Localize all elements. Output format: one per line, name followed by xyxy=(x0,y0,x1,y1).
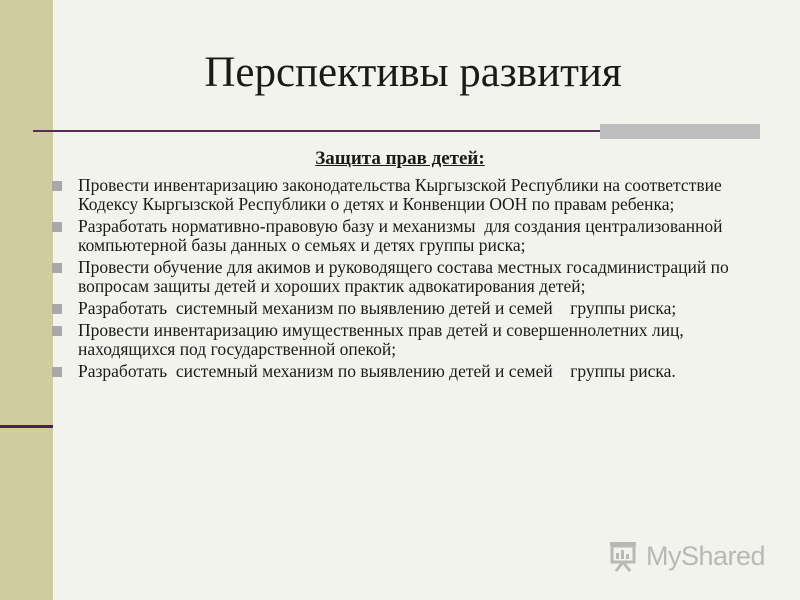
slide-subtitle: Защита прав детей: xyxy=(315,148,485,169)
left-bar-accent-line xyxy=(0,425,53,428)
bullet-text: Разработать системный механизм по выявлению детей и семей группы риска. xyxy=(78,361,676,381)
square-bullet-icon xyxy=(52,222,62,232)
bullet-item xyxy=(50,321,750,359)
bullet-list xyxy=(50,176,750,384)
square-bullet-icon xyxy=(52,263,62,273)
bullet-text: Провести инвентаризацию законодательства Кыргызской Республики на соответствие Кодексу Кыргызской Республики о детях и Конвенции ООН по правам ребенка; xyxy=(78,175,727,214)
bullet-item xyxy=(50,362,750,381)
bullet-text: Провести инвентаризацию имущественных прав детей и совершеннолетних лиц, находящихся под государственной опекой; xyxy=(78,320,689,359)
myshared-logo[interactable] xyxy=(606,536,765,576)
square-bullet-icon xyxy=(52,326,62,336)
square-bullet-icon xyxy=(52,304,62,314)
square-bullet-icon xyxy=(52,181,62,191)
presentation-board-icon xyxy=(606,539,640,573)
bullet-text: Провести обучение для акимов и руководящего состава местных госадминистраций по вопросам защиты детей и хороших практик адвокатирования детей; xyxy=(78,257,734,296)
title-divider-block xyxy=(600,124,760,139)
square-bullet-icon xyxy=(52,367,62,377)
logo-text: MyShared xyxy=(646,540,766,571)
left-decorative-bar xyxy=(0,0,53,600)
bullet-item xyxy=(50,217,750,255)
bullet-item xyxy=(50,258,750,296)
bullet-text: Разработать нормативно-правовую базу и механизмы для создания централизованной компьютерной базы данных о семьях и детях группы риска; xyxy=(78,216,745,255)
slide-title: Перспективы развития xyxy=(204,49,622,96)
bullet-item xyxy=(50,176,750,214)
bullet-item xyxy=(50,299,750,318)
bullet-text: Разработать системный механизм по выявлению детей и семей группы риска; xyxy=(78,298,677,318)
